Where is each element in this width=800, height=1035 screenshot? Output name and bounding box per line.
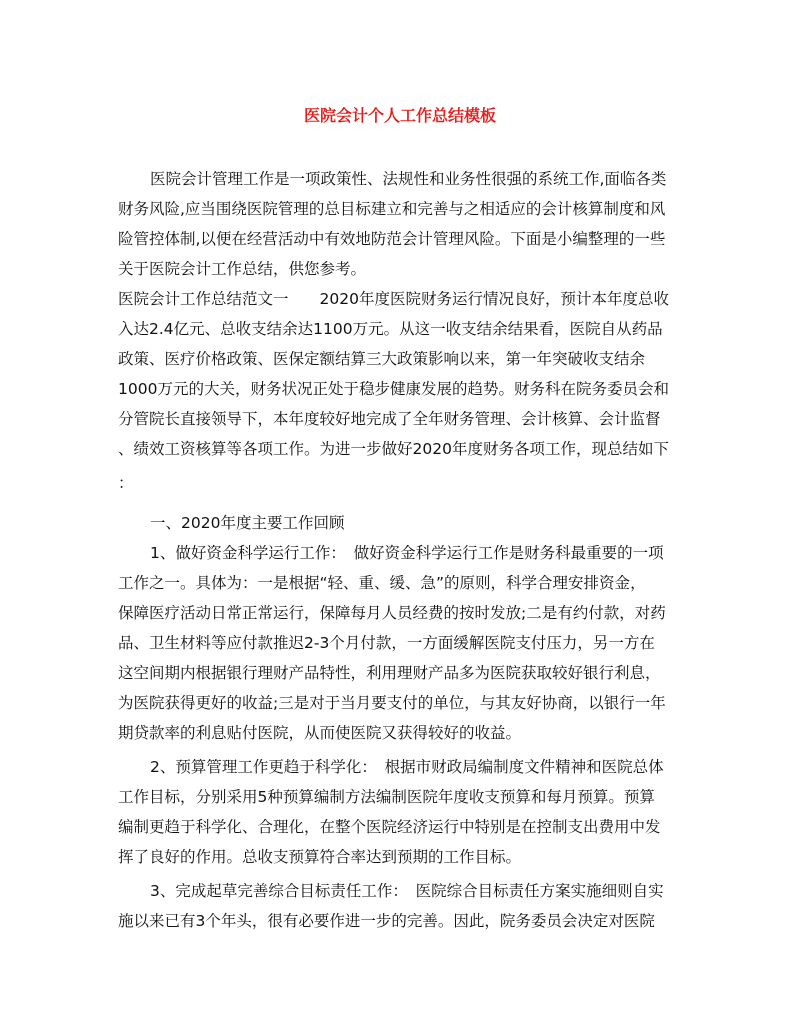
paragraph-line: 工作之一。具体为：一是根据“轻、重、缓、急”的原则，科学合理安排资金， — [118, 574, 646, 592]
paragraph-line: 3、完成起草完善综合目标责任工作： 医院综合目标责任方案实施细则自实 — [150, 882, 664, 900]
paragraph-line: 期贷款率的利息贴付医院，从而使医院又获得较好的收益。 — [118, 724, 522, 742]
paragraph-line: 工作目标，分别采用5种预算编制方法编制医院年度收支预算和每月预算。预算 — [118, 788, 655, 806]
paragraph-line: 为医院获得更好的收益;三是对于当月要支付的单位，与其友好协商，以银行一年 — [118, 694, 666, 712]
document-title: 医院会计个人工作总结模板 — [303, 106, 496, 125]
paragraph-line: 入达2.4亿元、总收支结余达1100万元。从这一收支结余结果看，医院自从药品 — [118, 320, 663, 338]
paragraph-line: 这空间期内根据银行理财产品特性，利用理财产品多为医院获取较好银行利息， — [118, 664, 661, 682]
paragraph-line: 施以来已有3个年头，很有必要作进一步的完善。因此，院务委员会决定对医院 — [118, 912, 655, 930]
paragraph-line: 、绩效工资核算等各项工作。为进一步做好2020年度财务各项工作，现总结如下 — [118, 440, 669, 458]
paragraph-line: 医院会计管理工作是一项政策性、法规性和业务性很强的系统工作,面临各类 — [150, 170, 667, 188]
section-heading: 一、2020年度主要工作回顾 — [150, 514, 345, 532]
paragraph-line: 1000万元的大关，财务状况正处于稳步健康发展的趋势。财务科在院务委员会和 — [118, 380, 669, 398]
paragraph-line: 1、做好资金科学运行工作： 做好资金科学运行工作是财务科最重要的一项 — [150, 544, 664, 562]
paragraph-line: 险管控体制,以便在经营活动中有效地防范会计管理风险。下面是小编整理的一些 — [118, 230, 666, 248]
paragraph-line: 品、卫生材料等应付款推迟2-3个月付款，一方面缓解医院支付压力，另一方在 — [118, 634, 655, 652]
paragraph-line: 挥了良好的作用。总收支预算符合率达到预期的工作目标。 — [118, 848, 522, 866]
paragraph-line: 关于医院会计工作总结，供您参考。 — [118, 260, 367, 278]
paragraph-line: 保障医疗活动日常正常运行，保障每月人员经费的按时发放;二是有约付款，对药 — [118, 604, 666, 622]
paragraph-line: 分管院长直接领导下，本年度较好地完成了全年财务管理、会计核算、会计监督 — [118, 410, 661, 428]
paragraph-line: 编制更趋于科学化、合理化，在整个医院经济运行中特别是在控制支出费用中发 — [118, 818, 661, 836]
paragraph-line: 2、预算管理工作更趋于科学化： 根据市财政局编制度文件精神和医院总体 — [150, 758, 664, 776]
paragraph-line: 政策、医疗价格政策、医保定额结算三大政策影响以来，第一年突破收支结余 — [118, 350, 646, 368]
paragraph-line: ： — [118, 474, 134, 492]
paragraph-line: 医院会计工作总结范文一 2020年度医院财务运行情况良好，预计本年度总收 — [118, 290, 669, 308]
paragraph-line: 财务风险,应当围绕医院管理的总目标建立和完善与之相适应的会计核算制度和风 — [118, 200, 666, 218]
